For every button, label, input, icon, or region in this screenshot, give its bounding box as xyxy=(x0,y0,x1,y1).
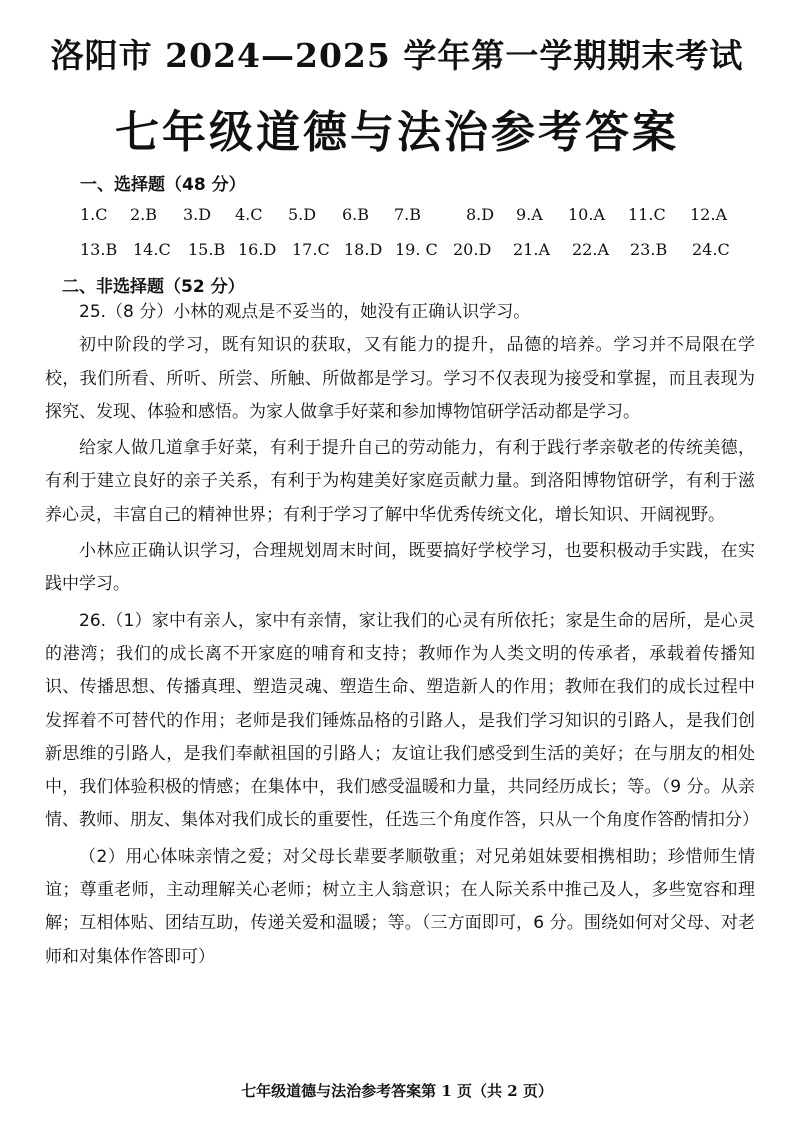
answer-item: 24.C xyxy=(692,240,730,259)
answer-item: 15.B xyxy=(188,240,226,259)
section-heading-nonchoice: 二、非选择题（52 分） xyxy=(62,277,245,297)
answer-item: 16.D xyxy=(238,240,277,259)
answer-row-2-items xyxy=(80,240,740,264)
page-footer: 七年级道德与法治参考答案第 1 页（共 2 页） xyxy=(241,1082,553,1100)
answer-paragraph: 26.（1）家中有亲人，家中有亲情，家让我们的心灵有所依托；家是生命的居所，是心灵的港湾；我们的成长离不开家庭的哺育和支持；教师作为人类文明的传承者，承载着传播知识、传播思想、传播真理、塑造灵魂、塑造生命、塑造新人的作用；教师在我们的成长过程中发挥着不可替代的作用；老师是我们锤炼品格的引路人，是我们学习知识的引路人，是我们创新思维的引路人，是我们奉献祖国的引路人；友谊让我们感受到生活的美好；在与朋友的相处中，我们体验积极的情感；在集体中，我们感受温暖和力量，共同经历成长；等。（9 分。从亲情、教师、朋友、集体对我们成长的重要性，任选三个角度作答，只从一个角度作答酌情扣分） xyxy=(45,610,759,831)
answer-paragraph: 25.（8 分）小林的观点是不妥当的，她没有正确认识学习。 xyxy=(79,302,531,322)
answer-item: 19. C xyxy=(395,240,438,259)
exam-title: 洛阳市 2024—2025 学年第一学期期末考试 xyxy=(50,36,744,75)
section-heading-choice: 一、选择题（48 分） xyxy=(80,175,246,195)
answer-item: 17.C xyxy=(292,240,330,259)
answer-item: 7.B xyxy=(394,205,422,224)
answer-item: 10.A xyxy=(568,205,605,224)
answer-item: 9.A xyxy=(516,205,543,224)
answer-item: 12.A xyxy=(690,205,727,224)
answer-item: 23.B xyxy=(630,240,668,259)
answer-item: 4.C xyxy=(235,205,263,224)
answer-paragraph: （2）用心体味亲情之爱；对父母长辈要孝顺敬重；对兄弟姐妹要相携相助；珍惜师生情谊；尊重老师，主动理解关心老师；树立主人翁意识；在人际关系中推己及人，多些宽容和理解；互相体贴、团结互助，传递关爱和温暖；等。（三方面即可，6 分。围绕如何对父母、对老师和对集体作答即可） xyxy=(45,846,755,967)
answer-item: 11.C xyxy=(628,205,666,224)
answer-item: 14.C xyxy=(133,240,171,259)
answer-item: 1.C xyxy=(80,205,108,224)
answer-body xyxy=(45,296,759,974)
answer-item: 3.D xyxy=(183,205,212,224)
answer-item: 22.A xyxy=(572,240,609,259)
answer-item: 18.D xyxy=(344,240,383,259)
answer-item: 8.D xyxy=(466,205,495,224)
answer-row-1 xyxy=(80,205,740,229)
answer-item: 20.D xyxy=(453,240,492,259)
answer-paragraph: 小林应正确认识学习，合理规划周末时间，既要搞好学校学习，也要积极动手实践，在实践中学习。 xyxy=(45,541,755,595)
answer-item: 6.B xyxy=(342,205,370,224)
answer-item: 21.A xyxy=(513,240,550,259)
document-subtitle: 七年级道德与法治参考答案 xyxy=(115,107,679,158)
answer-item: 2.B xyxy=(130,205,158,224)
answer-item: 5.D xyxy=(288,205,317,224)
answer-item: 13.B xyxy=(80,240,118,259)
answer-paragraph: 初中阶段的学习，既有知识的获取，又有能力的提升，品德的培养。学习并不局限在学校，我们所看、所听、所尝、所触、所做都是学习。学习不仅表现为接受和掌握，而且表现为探究、发现、体验和感悟。为家人做拿手好菜和参加博物馆研学活动都是学习。 xyxy=(45,335,755,422)
answer-paragraph: 给家人做几道拿手好菜，有利于提升自己的劳动能力，有利于践行孝亲敬老的传统美德，有利于建立良好的亲子关系，有利于为构建美好家庭贡献力量。到洛阳博物馆研学，有利于滋养心灵，丰富自己的精神世界；有利于学习了解中华优秀传统文化，增长知识、开阔视野。 xyxy=(45,438,755,525)
